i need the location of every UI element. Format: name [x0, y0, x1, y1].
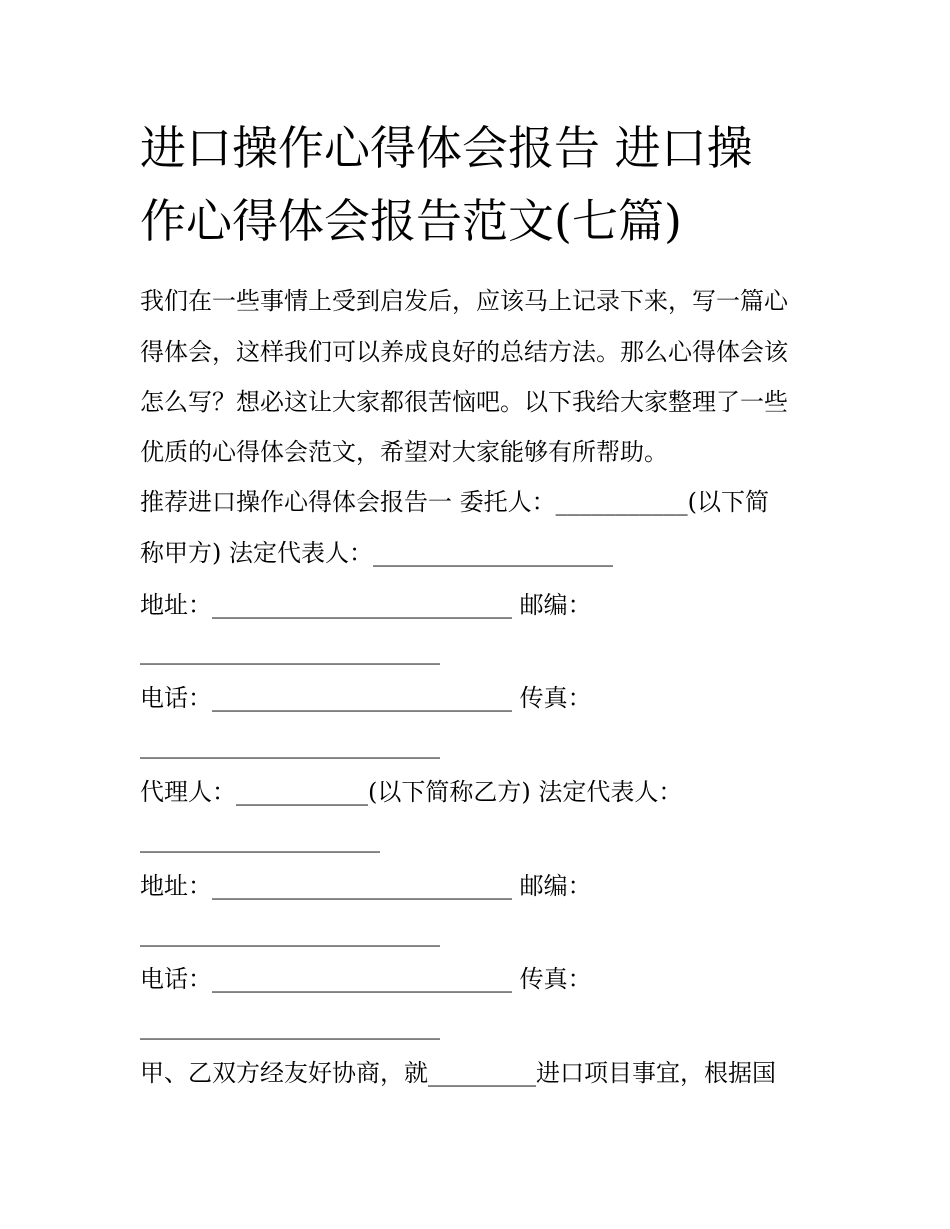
form-line-address-1: 地址：_________________________ 邮编：	[140, 591, 592, 619]
intro-line-1: 我们在一些事情上受到启发后，应该马上记录下来，写一篇心	[140, 287, 788, 315]
form-line-postcode-2: _________________________	[140, 919, 440, 947]
form-line-phone-1: 电话：_________________________ 传真：	[140, 684, 592, 712]
form-line-address-2: 地址：_________________________ 邮编：	[140, 872, 592, 900]
form-line-fax-1: _________________________	[140, 731, 440, 759]
form-line-agreement: 甲、乙双方经友好协商，就_________进口项目事宜，根据国	[140, 1059, 776, 1087]
form-line-principal-rep: 称甲方) 法定代表人：____________________	[140, 539, 613, 567]
title-line-2: 作心得体会报告范文(七篇)	[140, 194, 682, 248]
intro-line-4: 优质的心得体会范文，希望对大家能够有所帮助。	[140, 438, 668, 466]
form-line-phone-2: 电话：_________________________ 传真：	[140, 965, 592, 993]
form-line-agent: 代理人：___________(以下简称乙方) 法定代表人：	[140, 778, 683, 806]
form-line-fax-2: _________________________	[140, 1012, 440, 1040]
form-line-postcode-1: _________________________	[140, 637, 440, 665]
document-title	[140, 112, 820, 258]
intro-line-3: 怎么写？想必这让大家都很苦恼吧。以下我给大家整理了一些	[140, 388, 788, 416]
form-line-principal: 推荐进口操作心得体会报告一 委托人：___________(以下简	[140, 488, 769, 516]
form-line-agent-rep: ____________________	[140, 825, 380, 853]
intro-line-2: 得体会，这样我们可以养成良好的总结方法。那么心得体会该	[140, 338, 788, 366]
title-line-1: 进口操作心得体会报告 进口操	[140, 121, 753, 175]
